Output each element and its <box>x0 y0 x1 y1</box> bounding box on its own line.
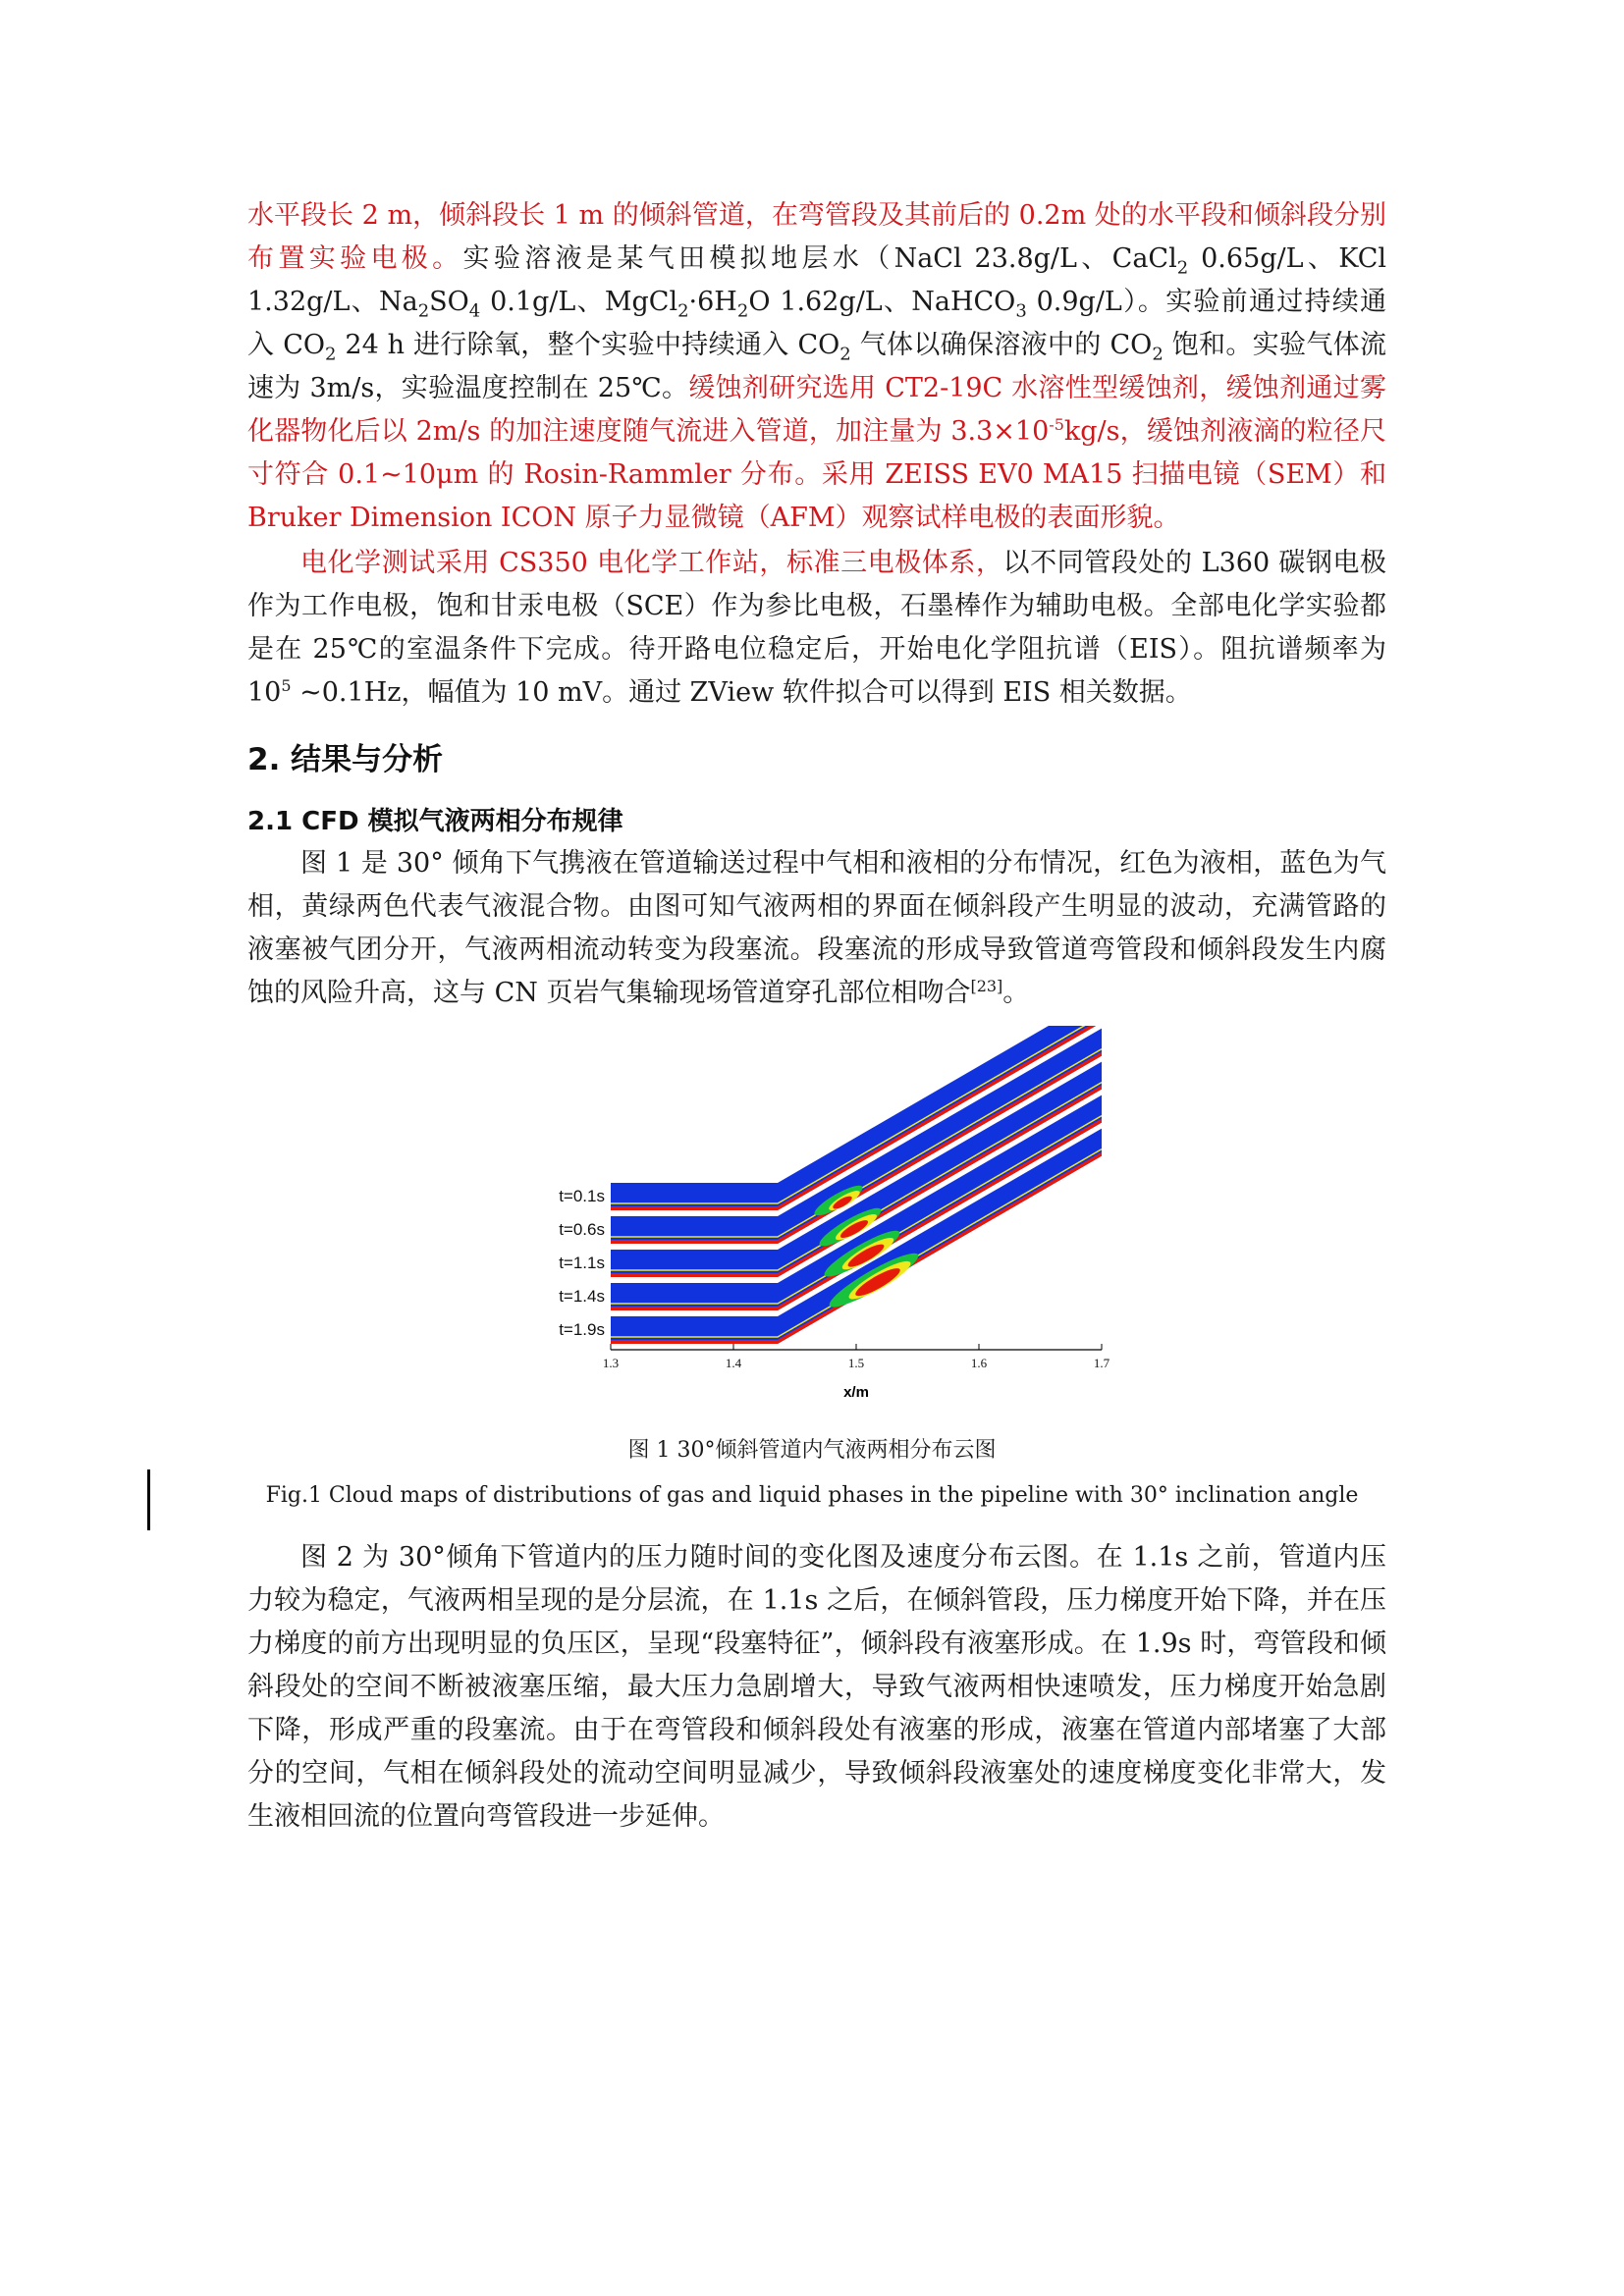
paragraph-pressure-analysis: 图 2 为 30°倾角下管道内的压力随时间的变化图及速度分布云图。在 1.1s 之前，管道内压力较为稳定，气液两相呈现的是分层流，在 1.1s 之后，在倾斜管段，压力梯度开始下降，并在压力梯度的前方出现明显的负压区，呈现“段塞特征”，倾斜段有液塞形成。在 1.9s 时，弯管段和倾斜段处的空间不断被液塞压缩，最大压力急剧增大，导致气液两相快速喷发，压力梯度开始急剧下降，形成严重的段塞流。由于在弯管段和倾斜段处有液塞的形成，液塞在管道内部堵塞了大部分的空间，气相在倾斜段处的流动空间明显减少，导致倾斜段液塞处的速度梯度变化非常大，发生液相回流的位置向弯管段进一步延伸。 <box>247 1542 1386 1832</box>
figure-caption-cn: 图 1 30°倾斜管道内气液两相分布云图 <box>627 1438 997 1463</box>
x-tick-label: 1.7 <box>1093 1356 1110 1370</box>
x-tick-label: 1.6 <box>970 1356 988 1370</box>
x-tick-label: 1.4 <box>725 1356 742 1370</box>
figure-caption-en: Fig.1 Cloud maps of distributions of gas and liquid phases in the pipeline with 30° inclination angle <box>265 1483 1359 1508</box>
subsection-heading-cfd: 2.1 CFD 模拟气液两相分布规律 <box>247 807 623 836</box>
x-axis-label: x/m <box>843 1384 869 1401</box>
section-heading-results: 2. 结果与分析 <box>247 742 444 777</box>
paragraph-experiment-setup: 水平段长 2 m，倾斜段长 1 m 的倾斜管道，在弯管段及其前后的 0.2m 处的水平段和倾斜段分别布置实验电极。实验溶液是某气田模拟地层水（NaCl 23.8g/L、CaCl$_2$ 0.65g/L、KCl 1.32g/L、$Na_2SO_4$ 0.1g/L、$MgCl_2\cdot 6H_2O$ 1.62g/L、NaHCO$_3$ 0.9g/L）。实验前通过持续通入 $CO_2$ 24 h 进行除氧，整个实验中持续通入 $CO_2$ 气体以确保溶液中的 $CO_2$ 饱和。实验气体流速为 3m/s，实验温度控制在 25℃。缓蚀剂研究选用 CT2-19C 水溶性型缓蚀剂，缓蚀剂通过雾化器物化后以 2m/s 的加注速度随气流进入管道，加注量为 $3.3\times 10^{-5}kg/s$，缓蚀剂液滴的粒径尺寸符合 0.1~10μm 的 Rosin-Rammler 分布。采用 ZEISS EV0 MA15 扫描电镜（SEM）和 Bruker Dimension ICON 原子力显微镜（AFM）观察试样电极的表面形貌。 <box>247 200 1387 533</box>
time-label: t=1.4s <box>559 1287 605 1306</box>
time-label: t=0.1s <box>559 1187 605 1205</box>
time-label: t=0.6s <box>559 1220 605 1239</box>
paragraph-cfd-description: 图 1 是 30° 倾角下气携液在管道输送过程中气相和液相的分布情况，红色为液相，蓝色为气相，黄绿两色代表气液混合物。由图可知气液两相的界面在倾斜段产生明显的波动，充满管路的液塞被气团分开，气液两相流动转变为段塞流。段塞流的形成导致管道弯管段和倾斜段发生内腐蚀的风险升高，这与 CN 页岩气集输现场管道穿孔部位相吻合[23]。 <box>247 848 1386 1008</box>
time-label: t=1.1s <box>559 1254 605 1272</box>
paragraph-electrochemical-test: 电化学测试采用 CS350 电化学工作站，标准三电极体系，以不同管段处的 L360 碳钢电极作为工作电极，饱和甘汞电极（SCE）作为参比电极，石墨棒作为辅助电极。全部电化学实验都是在 25℃的室温条件下完成。待开路电位稳定后，开始电化学阻抗谱（EIS）。阻抗谱频率为 $10^5$ ~0.1Hz，幅值为 10 mV。通过 ZView 软件拟合可以得到 EIS 相关数据。 <box>247 548 1386 708</box>
x-tick-label: 1.3 <box>602 1356 620 1370</box>
x-tick-label: 1.5 <box>847 1356 865 1370</box>
text-cursor <box>147 1469 150 1530</box>
figure-1-cloud-map <box>520 1026 1119 1418</box>
time-label: t=1.9s <box>559 1320 605 1339</box>
